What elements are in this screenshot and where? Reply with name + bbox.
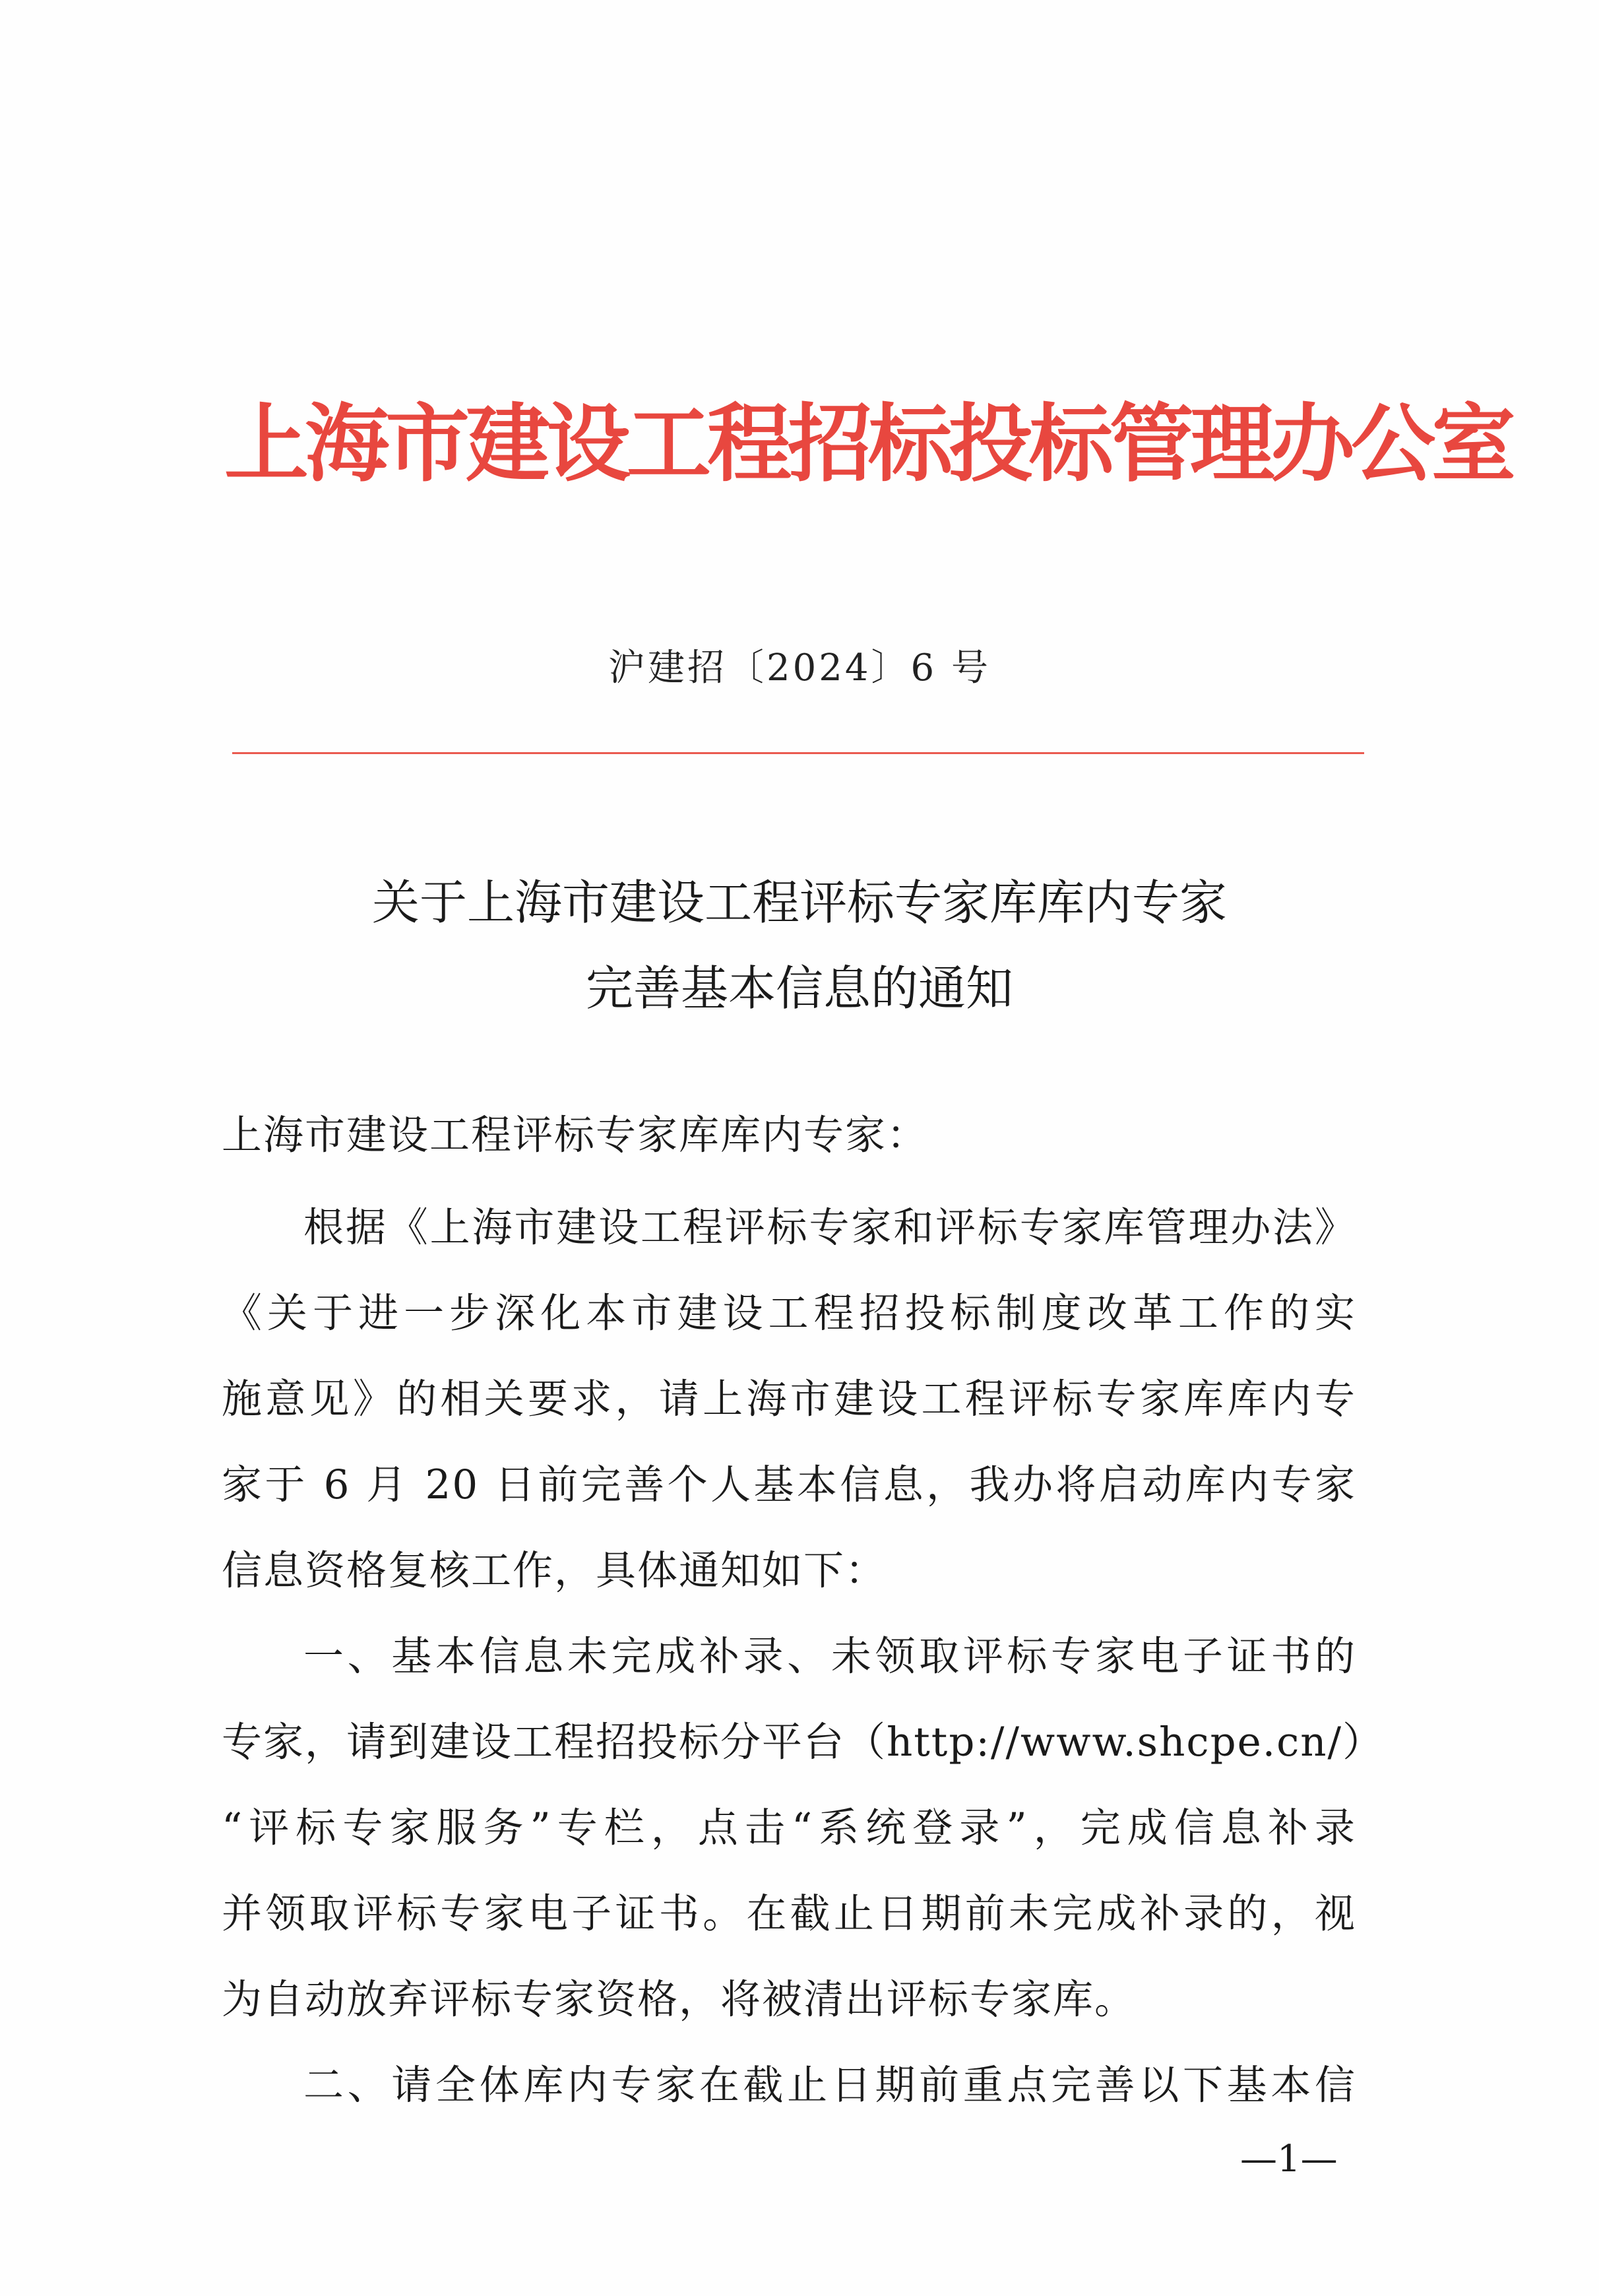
salutation: 上海市建设工程评标专家库库内专家： bbox=[222, 1112, 929, 1159]
body-line: 并领取评标专家电子证书。在截止日期前未完成补录的，视 bbox=[222, 1890, 1356, 1937]
notice-title-line-1: 关于上海市建设工程评标专家库库内专家 bbox=[371, 875, 1227, 930]
body-line: 二、请全体库内专家在截止日期前重点完善以下基本信 bbox=[303, 2062, 1356, 2109]
notice-title-line-2: 完善基本信息的通知 bbox=[585, 961, 1013, 1016]
body-line: 信息资格复核工作，具体通知如下： bbox=[222, 1547, 887, 1594]
body-line: 施意见》的相关要求，请上海市建设工程评标专家库库内专 bbox=[222, 1376, 1356, 1422]
body-line: “评标专家服务”专栏，点击“系统登录”，完成信息补录 bbox=[222, 1804, 1356, 1851]
body-line: 家于 6 月 20 日前完善个人基本信息，我办将启动库内专家 bbox=[222, 1461, 1356, 1508]
red-separator-line bbox=[232, 752, 1364, 754]
issuer-masthead: 上海市建设工程招标投标管理办公室 bbox=[224, 395, 1513, 494]
body-line: 《关于进一步深化本市建设工程招投标制度改革工作的实 bbox=[222, 1290, 1356, 1337]
body-line: 一、基本信息未完成补录、未领取评标专家电子证书的 bbox=[303, 1633, 1356, 1680]
body-line: 根据《上海市建设工程评标专家和评标专家库管理办法》 bbox=[303, 1204, 1356, 1251]
body-line: 为自动放弃评标专家资格，将被清出评标专家库。 bbox=[222, 1976, 1137, 2023]
body-line: 专家，请到建设工程招投标分平台（http://www.shcpe.cn/） bbox=[222, 1719, 1385, 1766]
document-number: 沪建招〔2024〕6 号 bbox=[608, 647, 991, 689]
page-number: —1— bbox=[1240, 2138, 1338, 2181]
